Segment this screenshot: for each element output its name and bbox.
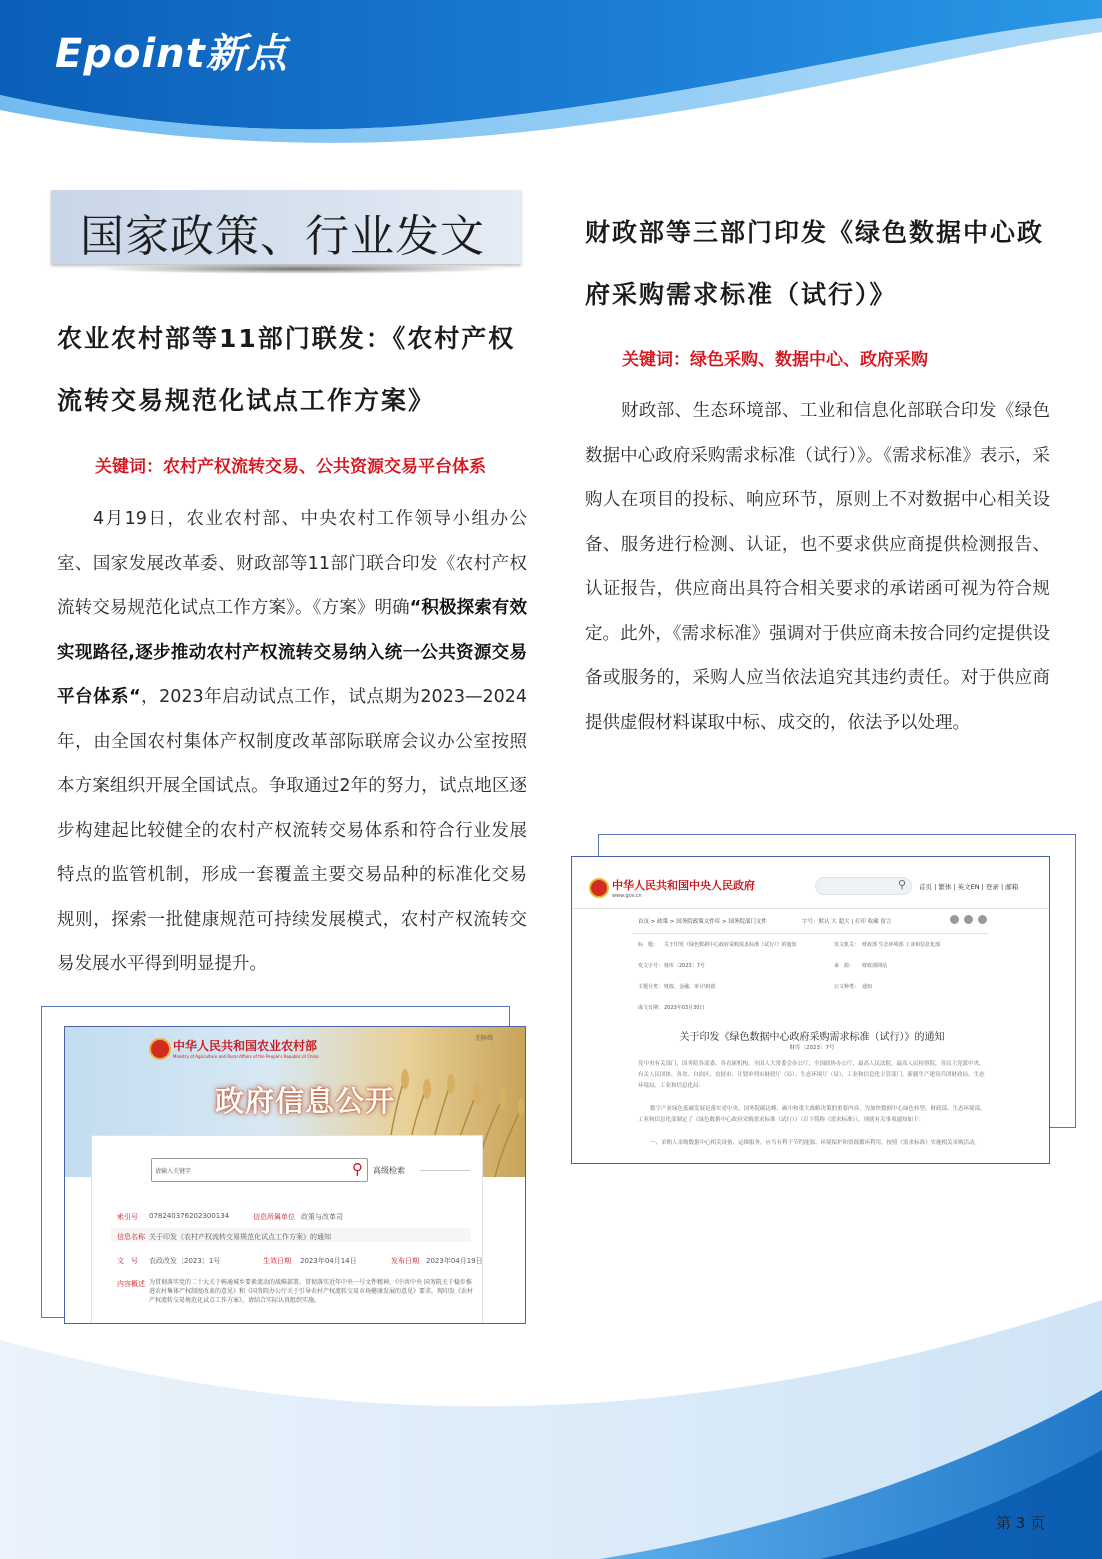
- info-label: 发文机关：: [834, 942, 860, 948]
- national-emblem-icon: [589, 878, 609, 898]
- info-value: 财库〔2023〕7号: [664, 963, 705, 969]
- left-body-part2: ，2023年启动试点工作，试点期为2023—2024年，由全国农村集体产权制度改革部际联席会议办公室按照本方案组织开展全国试点。争取通过2年的努力，试点地区逐步构建起比较健全的农村产权流转交易体系和符合行业发展特点的监管机制，形成一套覆盖主要交易品种的标准化交易规则，探索一批健康规范可持续发展模式，农村产权流转交易发展水平得到明显提升。: [57, 687, 527, 974]
- info-value: 财政部网站: [862, 963, 888, 969]
- gov-top-links[interactable]: 首页 | 繁体 | 英文EN | 登录 | 邮箱: [919, 883, 1019, 891]
- moa-search-placeholder: 请输入关键字: [155, 1168, 192, 1175]
- footer-wave-background: [0, 1300, 1102, 1559]
- left-article-title: 农业农村部等11部门联发：《农村产权流转交易规范化试点工作方案》: [57, 324, 516, 415]
- share-qq-icon[interactable]: [978, 915, 987, 924]
- info-label: 信息名称: [117, 1233, 145, 1241]
- info-label: 标 题：: [638, 942, 659, 948]
- search-icon[interactable]: ⚲: [352, 1160, 363, 1178]
- doc-paragraph: 一、采购人采购数据中心相关设备、运维服务，应当有利于节约能源、环境保护和资源循环利用，按照《需求标准》实施相关采购活动。: [650, 1140, 981, 1146]
- left-body-part1: 4月19日，农业农村部、中央农村工作领导小组办公室、国家发展改革委、财政部等11部门联合印发《农村产权流转交易规范化试点工作方案》。《方案》明确: [57, 509, 527, 618]
- moa-banner-text: 政府信息公开: [215, 1084, 396, 1118]
- info-value: 2023年03月30日: [664, 1005, 705, 1011]
- info-label: 索引号: [117, 1213, 138, 1221]
- left-screenshot: [64, 1026, 526, 1324]
- gov-site-url: www.gov.cn: [612, 893, 642, 899]
- moa-site-name: 中华人民共和国农业农村部: [173, 1039, 318, 1053]
- advanced-search-link[interactable]: 高级检索: [373, 1166, 405, 1175]
- doc-number: 财库〔2023〕7号: [789, 1045, 835, 1051]
- info-label: 来 源：: [834, 963, 855, 969]
- page-tools[interactable]: 字号：默认 大 超大 | 打印 收藏 留言: [802, 919, 892, 925]
- doc-title: 关于印发《绿色数据中心政府采购需求标准（试行）》的通知: [679, 1032, 945, 1043]
- info-label: 信息所属单位: [253, 1213, 295, 1221]
- gov-search-input[interactable]: [815, 877, 912, 895]
- info-label: 发文字号：: [638, 963, 664, 969]
- info-label: 成文日期：: [638, 1005, 664, 1011]
- moa-site-name-en: Ministry of Agriculture and Rural Affairs of the People's Republic of China: [173, 1054, 319, 1059]
- right-article-body: 财政部、生态环境部、工业和信息化部联合印发《绿色数据中心政府采购需求标准（试行）》。《需求标准》表示，采购人在项目的投标、响应环节，原则上不对数据中心相关设备、服务进行检测、认证，也不要求供应商提供检测报告、认证报告，供应商出具符合相关要求的承诺函可视为符合规定。此外，《需求标准》强调对于供应商未按合同约定提供设备或服务的，采购人应当依法追究其违约责任。对于供应商提供虚假材料谋取中标、成交的，依法予以处理。: [585, 401, 1050, 733]
- info-label: 文 号: [117, 1257, 138, 1265]
- gov-site-name: 中华人民共和国中央人民政府: [612, 879, 755, 892]
- accessibility-link[interactable]: 无障碍: [475, 1035, 494, 1042]
- summary-label: 内容概述: [117, 1280, 145, 1288]
- epoint-logo: Epoint新点: [55, 31, 288, 77]
- section-title: 国家政策、行业发文: [80, 211, 485, 262]
- left-article-keywords: 关键词：农村产权流转交易、公共资源交易平台体系: [95, 457, 486, 477]
- info-label: 发布日期: [391, 1257, 419, 1265]
- info-value: 关于印发《绿色数据中心政府采购需求标准（试行）》的通知: [664, 942, 797, 948]
- doc-paragraph: 党中央有关部门，国务院各部委、各直属机构，全国人大常委会办公厅，全国政协办公厅，最高人民法院，最高人民检察院，各民主党派中央，有关人民团体，各省、自治区、直辖市、计划单列市财政厅（局）、生态环境厅（局）、工业和信息化主管部门，新疆生产建设兵团财政局、生态环境局、工业和信息化局：: [638, 1061, 985, 1089]
- left-body-bold: “积极探索有效实现路径,逐步推动农村产权流转交易纳入统一公共资源交易平台体系“: [57, 598, 527, 707]
- info-value: 财政部 生态环境部 工业和信息化部: [862, 942, 941, 948]
- info-label: 主题分类：: [638, 984, 664, 990]
- divider: [572, 908, 1049, 909]
- summary-text: 为贯彻落实党的二十大关于畅通城乡要素流动的战略部署，贯彻落实近年中央一号文件精神，《中共中央 国务院关于稳步推进农村集体产权制度改革的意见》和《国务院办公厅关于引导农村产权流转交易市场健康发展的意见》要求，现印发《农村产权流转交易规范化试点工作方案》，请结合实际认真组织实施。: [149, 1279, 474, 1304]
- search-icon[interactable]: ⚲: [897, 878, 906, 891]
- divider: [420, 1170, 470, 1171]
- right-screenshot: [571, 856, 1050, 1164]
- info-value: 2023年04月14日: [300, 1257, 357, 1265]
- right-article-keywords: 关键词：绿色采购、数据中心、政府采购: [622, 350, 928, 370]
- page-number: 第 3 页: [996, 1514, 1046, 1532]
- national-emblem-icon: [149, 1038, 171, 1060]
- info-value: 通知: [862, 984, 873, 990]
- info-value: 财政、金融、审计\财政: [664, 984, 716, 990]
- info-label: 公文种类：: [834, 984, 860, 990]
- info-value: 2023年04月19日: [426, 1257, 483, 1265]
- right-article-title: 财政部等三部门印发《绿色数据中心政府采购需求标准（试行）》: [585, 218, 1045, 309]
- moa-search-input[interactable]: [151, 1158, 368, 1182]
- doc-paragraph: 数字产业绿色低碳发展是落实党中央、国务院碳达峰、碳中和重大战略决策的重要内容。为加快数据中心绿色转型，财政部、生态环境部、工业和信息化部制定了《绿色数据中心政府采购需求标准（试行）》（以下简称《需求标准》），现就有关事项通知如下：: [638, 1106, 986, 1123]
- info-label: 生效日期: [263, 1257, 291, 1265]
- banner-shadow: [90, 264, 510, 274]
- info-value: 政策与改革司: [301, 1213, 343, 1221]
- info-value: 农政改发〔2023〕1号: [149, 1257, 221, 1265]
- share-weibo-icon[interactable]: [964, 915, 973, 924]
- info-value: 07824037620230013​4: [149, 1212, 230, 1220]
- share-wechat-icon[interactable]: [950, 915, 959, 924]
- left-article-body: [57, 497, 527, 987]
- breadcrumb[interactable]: 首页 > 政策 > 国务院政策文件库 > 国务院部门文件: [638, 919, 767, 925]
- info-value: 关于印发《农村产权流转交易规范化试点工作方案》的通知: [149, 1233, 331, 1241]
